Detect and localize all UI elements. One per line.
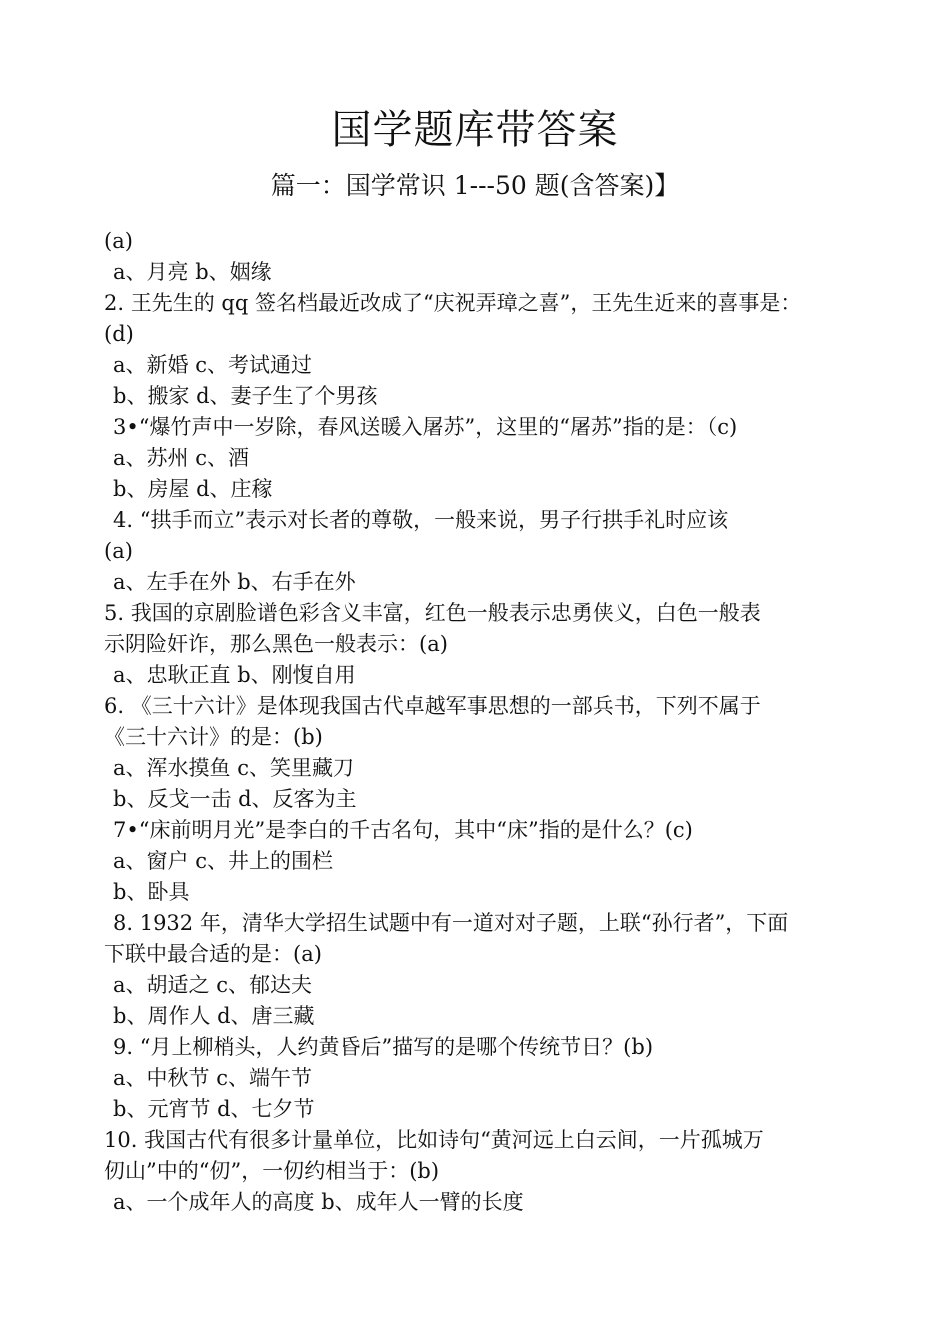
text-line: a、新婚 c、考试通过 [113,353,312,377]
text-line: a、忠耿正直 b、刚愎自用 [113,663,356,687]
text-line: b、房屋 d、庄稼 [113,477,273,501]
document-subtitle: 篇一：国学常识 1---50 题(含答案)】 [270,171,680,200]
text-line: a、窗户 c、井上的围栏 [113,849,333,873]
text-line: a、苏州 c、酒 [113,446,249,470]
text-line: (a) [104,539,133,563]
text-line: 4. “拱手而立”表示对长者的尊敬，一般来说，男子行拱手礼时应该 [113,508,729,532]
text-line: 2. 王先生的 qq 签名档最近改成了“庆祝弄璋之喜”，王先生近来的喜事是： [104,291,802,315]
text-line: b、搬家 d、妻子生了个男孩 [113,384,378,408]
text-line: 6. 《三十六计》是体现我国古代卓越军事思想的一部兵书，下列不属于 [104,694,761,718]
text-line: 8. 1932 年，清华大学招生试题中有一道对对子题，上联“孙行者”，下面 [113,911,789,935]
text-line: a、浑水摸鱼 c、笑里藏刀 [113,756,354,780]
text-line: 5. 我国的京剧脸谱色彩含义丰富，红色一般表示忠勇侠义，白色一般表 [104,601,761,625]
text-line: a、左手在外 b、右手在外 [113,570,356,594]
text-line: 3•“爆竹声中一岁除，春风送暖入屠苏”，这里的“屠苏”指的是：（c) [113,415,738,439]
text-line: 下联中最合适的是：(a) [104,942,322,966]
text-line: 10. 我国古代有很多计量单位，比如诗句“黄河远上白云间，一片孤城万 [104,1128,764,1152]
question-list [104,226,860,1218]
text-line: 仞山”中的“仞”，一仞约相当于：(b) [104,1159,440,1183]
text-line: 示阴险奸诈，那么黑色一般表示：(a) [104,632,448,656]
text-line: a、月亮 b、姻缘 [113,260,272,284]
text-line: 9. “月上柳梢头，人约黄昏后”描写的是哪个传统节日？(b) [113,1035,654,1059]
document-title: 国学题库带答案 [331,107,619,153]
text-line: (d) [104,322,134,346]
text-line: 《三十六计》的是：(b) [104,725,323,749]
text-line: b、反戈一击 d、反客为主 [113,787,357,811]
text-line: b、元宵节 d、七夕节 [113,1097,315,1121]
text-line: a、中秋节 c、端午节 [113,1066,312,1090]
text-line: b、周作人 d、唐三藏 [113,1004,315,1028]
text-line: b、卧具 [113,880,190,904]
text-line: a、胡适之 c、郁达夫 [113,973,312,997]
text-line: (a) [104,229,133,253]
text-line: a、一个成年人的高度 b、成年人一臂的长度 [113,1190,524,1214]
text-line: 7•“床前明月光”是李白的千古名句，其中“床”指的是什么？(c) [113,818,693,842]
